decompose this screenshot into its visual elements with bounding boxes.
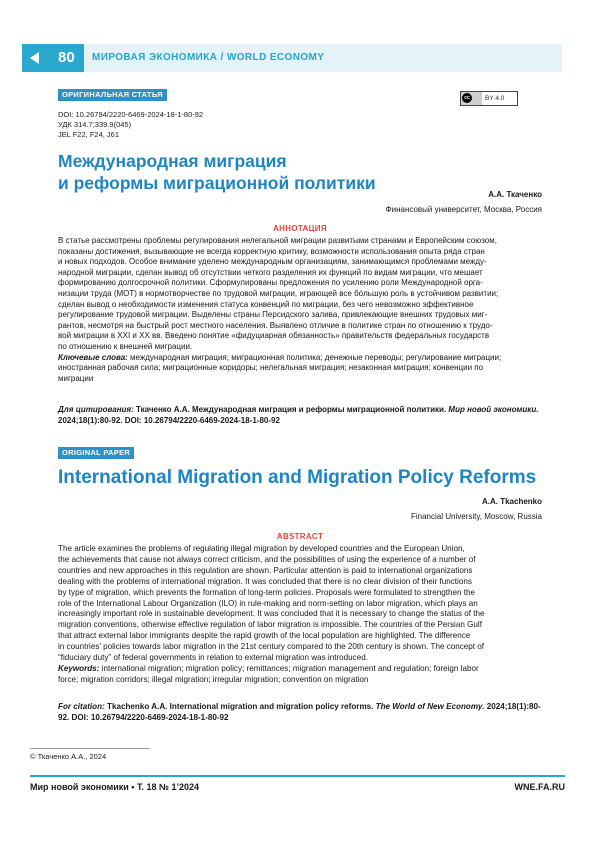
abstract-en-line: dealing with the problems of international migration. It was concluded that there is no clear division of their functions <box>58 576 472 586</box>
footer-journal: Мир новой экономики • Т. 18 № 1’2024 <box>30 782 200 792</box>
abstract-en-line: that attract external labor immigrants despite the rapid growth of the local population are highlighted. The difference <box>58 631 471 641</box>
citation-text-en: Tkachenko A.A. International migration and migration policy reforms. <box>104 702 376 711</box>
article-type-badge-ru: ОРИГИНАЛЬНАЯ СТАТЬЯ <box>58 89 167 101</box>
abstract-en-line: by type of migration, which prevents the formation of long-term policies. Proposals were formulated to strengthen the <box>58 587 476 597</box>
abstract-en-line: “fiduciary duty” of federal governments in relation to external migration was introduced. <box>58 653 368 663</box>
section-title: МИРОВАЯ ЭКОНОМИКА / WORLD ECONOMY <box>92 52 325 63</box>
keywords-en-line2: force; migration corridors; illegal migration; irregular migration; convention on migration <box>58 674 369 684</box>
affiliation-ru: Финансовый университет, Москва, Россия <box>385 205 542 214</box>
title-ru-line1: Международная миграция <box>58 151 287 171</box>
abstract-ru-line: показаны достижения, вызывающие не всегда корректную критику, возможности использования опыта ряда стран <box>58 246 485 256</box>
citation-label-en: For citation: <box>58 702 105 711</box>
license-text: BY 4.0 <box>485 95 505 102</box>
keywords-ru-text: международная миграция; миграционная политика; денежные переводы; регулирование миграции; <box>127 352 502 362</box>
keywords-en <box>58 664 544 675</box>
keywords-ru <box>58 353 542 364</box>
page-number: 80 <box>58 49 75 66</box>
citation-en-line2: 92. DOI: 10.26794/2220-6469-2024-18-1-80-92 <box>58 712 229 722</box>
abstract-en-line: increasingly important role in sustainable development. It was concluded that it is necessary to change the status of the <box>58 609 485 619</box>
abstract-ru-line: вой миграции в XXI и XX вв. Введено понятие «фидуциарная обязанность» правительств федеральных государств <box>58 331 490 341</box>
abstract-heading-ru: АННОТАЦИЯ <box>273 224 327 233</box>
jel-codes: JEL F22, F24, J61 <box>58 130 120 139</box>
copyright-divider <box>30 748 150 749</box>
abstract-ru-line: регулирование трудовой миграции. Выделены страны Персидского залива, привлекающие внешних трудовых миг- <box>58 310 488 320</box>
keywords-label-en: Keywords: <box>58 663 100 673</box>
citation-text-ru: Ткаченко А.А. Международная миграция и реформы миграционной политики. <box>133 405 449 414</box>
abstract-en-line: the achievements that cause not always correct criticism, and the possibilities of using the experience of a number of <box>58 554 476 564</box>
citation-tail-en: 2024;18(1):80- <box>484 702 541 711</box>
abstract-en <box>58 544 544 686</box>
citation-label-ru: Для цитирования: <box>58 405 134 414</box>
keywords-en-text: international migration; migration policy; remittances; migration management and regulation; foreign labor <box>99 663 479 673</box>
citation-journal-en: The World of New Economy. <box>375 702 485 711</box>
abstract-ru-line: и новых подходов. Особое внимание уделено международным организациям, занимающимся проблемами между- <box>58 257 487 267</box>
affiliation-en: Financial University, Moscow, Russia <box>410 512 542 521</box>
citation-ru-line2: 2024;18(1):80-92. DOI: 10.26794/2220-6469-2024-18-1-80-92 <box>58 415 280 425</box>
abstract-heading-en: ABSTRACT <box>276 532 324 541</box>
abstract-ru-line: формированию долгосрочной политики. Сформулированы предложения по усилению роли Международной орга- <box>58 278 483 288</box>
abstract-ru-line: рантов, несмотря на быстрый рост местного населения. Выявлено отличие в политике стран по отношению к трудо- <box>58 320 493 330</box>
abstract-en-line: role of the International Labour Organization (ILO) in rule-making and norm-setting on labor migration, which plays an <box>58 598 478 608</box>
footer-divider <box>30 775 565 777</box>
abstract-en-line: countries and new approaches in this regulation are shown. Particular attention is paid to international organizations <box>58 565 473 575</box>
cc-icon: cc <box>462 93 472 103</box>
citation-en <box>58 702 544 724</box>
abstract-ru <box>58 236 542 384</box>
keywords-ru-line3: миграции <box>58 373 94 383</box>
abstract-ru-line: по отношению к внешней миграции. <box>58 341 193 351</box>
keywords-label-ru: Ключевые слова: <box>58 352 128 362</box>
citation-ru <box>58 405 542 426</box>
abstract-en-line: The article examines the problems of regulating illegal migration by developed countries and the European Union, <box>58 544 465 553</box>
article-type-badge-en: ORIGINAL PAPER <box>58 447 134 459</box>
title-ru-line2: и реформы миграционной политики <box>58 173 376 193</box>
abstract-en-line: in countries’ policies towards labor migration in the 21st century compared to the 20th century is shown. The concept of <box>58 642 485 652</box>
doi-ru: DOI: 10.26794/2220-6469-2024-18-1-80-92 <box>58 110 204 119</box>
abstract-ru-line: народной миграции, сделан вывод об отсутствии четкого разделения их функций по видам миграции, что мешает <box>58 267 483 277</box>
title-en: International Migration and Migration Policy Reforms <box>58 467 537 488</box>
author-ru: А.А. Ткаченко <box>488 190 542 199</box>
abstract-ru-line: В статье рассмотрены проблемы регулирования нелегальной миграции развитыми странами и Европейским союзом, <box>58 236 497 245</box>
udk: УДК 314.7;339.9(045) <box>58 120 132 129</box>
citation-journal-ru: Мир новой экономики. <box>448 405 539 414</box>
abstract-en-line: migration conventions, otherwise effective regulation of labor migration is impossible. The countries of the Persian Gulf <box>58 620 482 630</box>
keywords-ru-line2: иностранная рабочая сила; миграционные коридоры; нелегальная миграция; незаконная миграция; конвенции по <box>58 363 484 373</box>
copyright: © Ткаченко А.А., 2024 <box>30 752 107 761</box>
arrow-left-icon[interactable] <box>30 52 39 64</box>
abstract-ru-line: сделан вывод о необходимости изменения статуса конвенций по миграции, без чего невозможно эффективное <box>58 299 474 309</box>
abstract-ru-line: низации труда (МОТ) в нормотворчестве по трудовой миграции, играющей все бóльшую роль в устойчивом развитии; <box>58 288 499 298</box>
footer-website-link[interactable]: WNE.FA.RU <box>514 782 565 792</box>
author-en: A.A. Tkachenko <box>481 497 542 506</box>
